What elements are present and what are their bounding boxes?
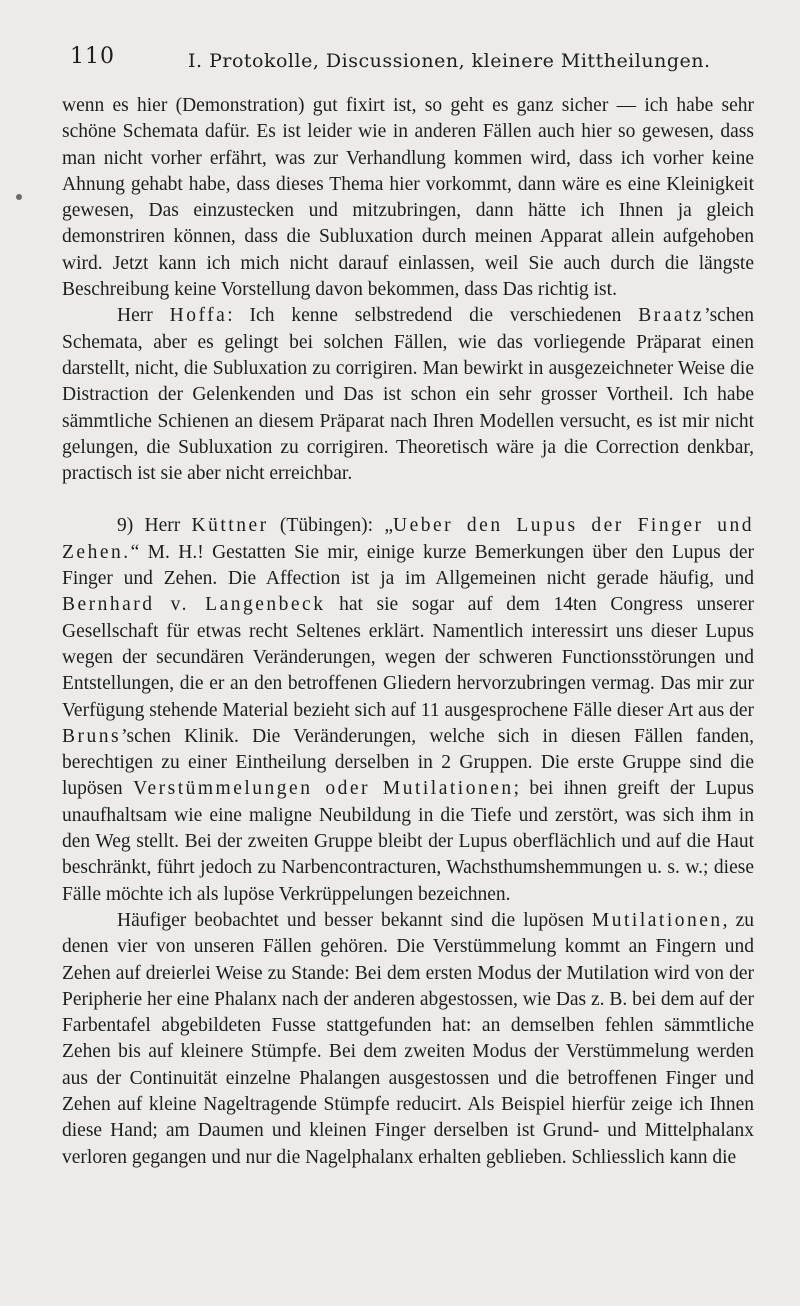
- page-number: 110: [70, 44, 115, 69]
- page-header: [70, 44, 750, 84]
- paragraph-text: 9) Herr: [117, 515, 192, 537]
- paragraph-hoffa: [62, 303, 754, 487]
- spaced-emphasis-text: Mutilationen: [591, 909, 723, 931]
- paragraph-text: (Tübingen): „: [268, 515, 393, 537]
- paragraph-kuettner: [62, 513, 754, 907]
- paragraph-text: “ M. H.! Gestatten Sie mir, einige kurze Bemerkungen über den Lupus der Finger und Zehen. Die Affection ist ja im Allgemeinen nicht gerade häufig, und: [62, 541, 754, 590]
- spaced-emphasis-text: Ueber den Lupus der Finger und Zehen.: [62, 515, 755, 563]
- spaced-emphasis-text: Hoffa: [169, 305, 228, 327]
- spaced-emphasis-text: Küttner: [191, 515, 269, 537]
- margin-dot: [16, 194, 22, 200]
- running-head: I. Protokolle, Discussionen, kleinere Mittheilungen.: [188, 50, 711, 72]
- paragraph-text: Herr: [117, 305, 170, 327]
- paragraph-mutilationen: [62, 908, 754, 1171]
- paragraph-text: hat sie sogar auf dem 14ten Congress unserer Gesellschaft für etwas recht Seltenes erklärt. Namentlich interessirt uns dieser Lupus wegen der secundären Veränderungen, wegen der schweren Functionsstörungen und Entstellungen, die er an den betroffenen Gliedern hervorzubringen vermag. Das mir zur Verfügung stehende Material bezieht sich auf 11 ausgesprochene Fälle dieser Art aus der: [62, 594, 755, 721]
- spaced-emphasis-text: Bernhard v. Langenbeck: [62, 594, 326, 616]
- page-body: [62, 93, 754, 1171]
- spaced-emphasis-text: Braatz: [638, 305, 705, 327]
- paragraph-text: ’schen Schemata, aber es gelingt bei solchen Fällen, wie das vorliegende Präparat einen darstellt, nicht, die Subluxation zu corrigiren. Man bewirkt in ausgezeichneter Weise die Distraction der Gelenkenden und Das ist schon ein sehr grosser Vortheil. Ich habe sämmtliche Schienen an diesem Präparat nach Ihren Modellen versucht, es ist mir nicht gelungen, die Subluxation zu corrigiren. Theoretisch wäre ja die Correction denkbar, practisch ist sie aber nicht erreichbar.: [62, 305, 754, 485]
- paragraph-text: , zu denen vier von unseren Fällen gehören. Die Verstümmelung kommt an Fingern und Zehen auf dreierlei Weise zu Stande: Bei dem ersten Modus der Mutilation wird von der Peripherie her eine Phalanx nach der anderen abgestossen, wie Das z. B. bei dem auf der Farbentafel abgebildeten Fusse stattgefunden hat: an demselben fehlen sämmtliche Zehen bis auf kleinere Stümpfe. Bei dem zweiten Modus der Verstümmelung werden aus der Continuität einzelne Phalangen ausgestossen und die betroffenen Finger und Zehen auf kleine Nageltragende Stümpfe reducirt. Als Beispiel hierfür zeige ich Ihnen diese Hand; am Daumen und kleinen Finger derselben ist Grund- und Mittelphalanx verloren gegangen und nur die Nagelphalanx erhalten geblieben. Schliesslich kann die: [62, 909, 755, 1168]
- paragraph-text: ’schen Klinik. Die Veränderungen, welche sich in diesen Fällen fanden, berechtigen zu einer Eintheilung derselben in 2 Gruppen. Die erste Gruppe sind die lupösen: [62, 725, 754, 800]
- paragraph-text: ; bei ihnen greift der Lupus unaufhaltsam wie eine maligne Neubildung in die Tiefe und zerstört, was sich ihm in den Weg stellt. Bei der zweiten Gruppe bleibt der Lupus oberflächlich und auf die Haut beschränkt, führt jedoch zu Narbencontracturen, Wachsthumshemmungen u. s. w.; diese Fälle möchte ich als lupöse Verkrüppelungen bezeichnen.: [62, 778, 754, 905]
- paragraph-text: : Ich kenne selbstredend die verschiedenen: [227, 305, 639, 327]
- spaced-emphasis-text: Verstümmelungen oder Mutilationen: [133, 778, 514, 800]
- paragraph-continuation: [62, 93, 754, 303]
- spaced-emphasis-text: Bruns: [62, 725, 122, 747]
- paragraph-text: wenn es hier (Demonstration) gut fixirt ist, so geht es ganz sicher — ich habe sehr schöne Schemata dafür. Es ist leider wie in anderen Fällen auch hier so gewesen, dass man nicht vorher erfährt, was zur Verhandlung kommen wird, dass ich vorher keine Ahnung gehabt habe, dass dieses Thema hier vorkommt, dann wäre es eine Kleinigkeit gewesen, Das einzustecken und mitzubringen, dann hätte ich Ihnen ja gleich demonstriren können, dass die Subluxation durch meinen Apparat allein aufgehoben wird. Jetzt kann ich mich nicht darauf einlassen, weil Sie auch durch die längste Beschreibung keine Vorstellung davon bekommen, dass Das richtig ist.: [62, 95, 754, 301]
- paragraph-text: Häufiger beobachtet und besser bekannt sind die lupösen: [117, 909, 592, 931]
